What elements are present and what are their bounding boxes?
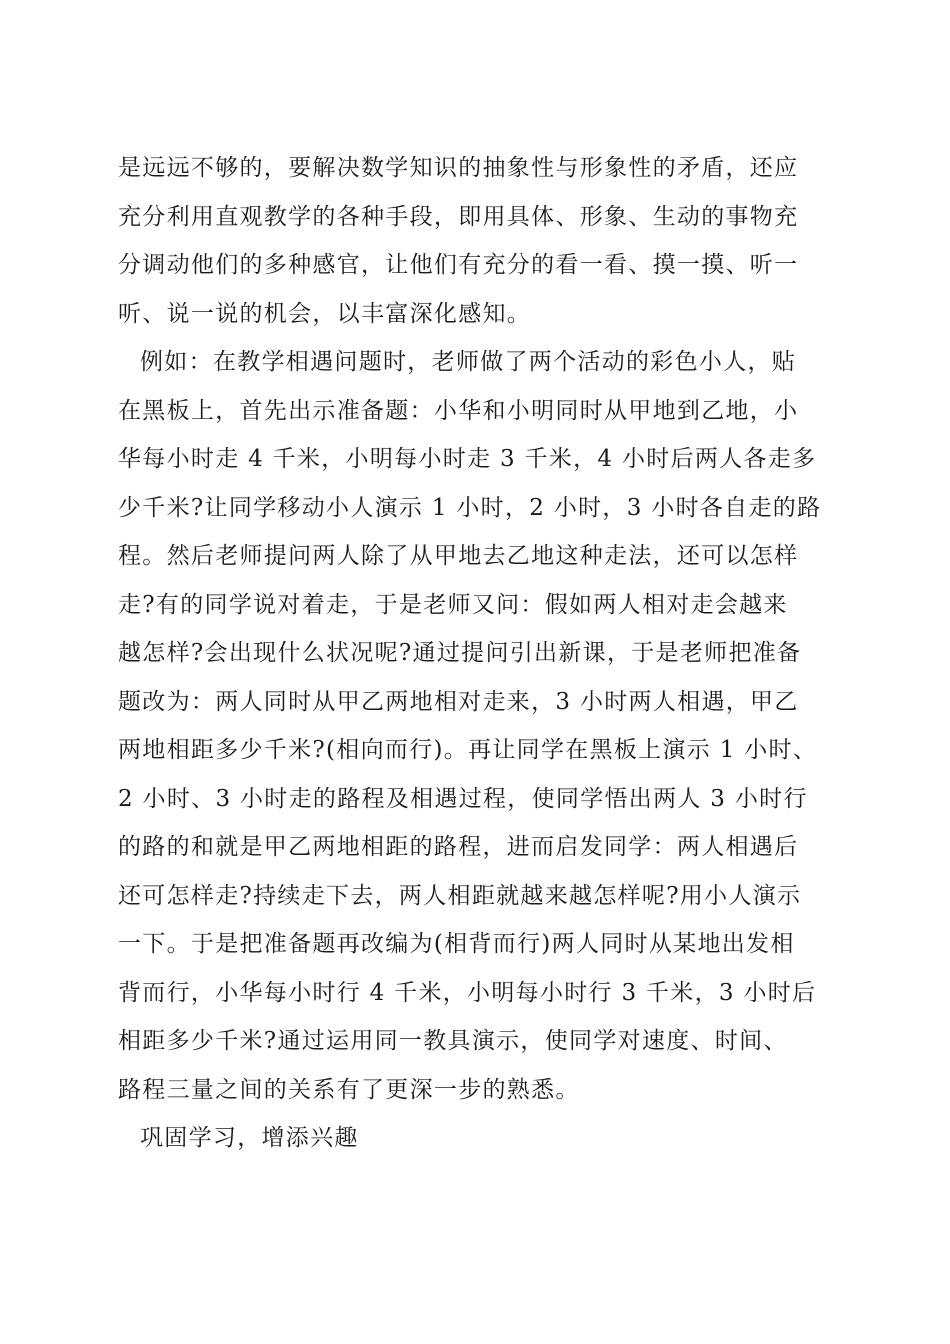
- paragraph-line: 背而行，小华每小时行 4 千米，小明每小时行 3 千米，3 小时后: [118, 979, 817, 1006]
- paragraph-line: 少千米?让同学移动小人演示 1 小时，2 小时，3 小时各自走的路: [118, 494, 822, 521]
- paragraph-line: 听、说一说的机会，以丰富深化感知。: [118, 300, 532, 327]
- paragraph-line: 程。然后老师提问两人除了从甲地去乙地这种走法，还可以怎样: [118, 543, 799, 569]
- paragraph-line: 的路的和就是甲乙两地相距的路程，进而启发同学：两人相遇后: [118, 834, 799, 860]
- paragraph-line: 一下。于是把准备题再改编为(相背而行)两人同时从某地出发相: [118, 931, 795, 957]
- paragraph-line: 相距多少千米?通过运用同一教具演示，使同学对速度、时间、: [118, 1028, 788, 1054]
- paragraph-line: 在黑板上，首先出示准备题：小华和小明同时从甲地到乙地，小: [118, 397, 799, 424]
- paragraph-line: 路程三量之间的关系有了更深一步的熟悉。: [118, 1076, 580, 1103]
- paragraph-line: 华每小时走 4 千米，小明每小时走 3 千米，4 小时后两人各走多: [118, 446, 817, 472]
- paragraph-2: [118, 338, 836, 1114]
- paragraph-line: 例如：在教学相遇问题时，老师做了两个活动的彩色小人，贴: [140, 349, 797, 375]
- paragraph-line: 分调动他们的多种感官，让他们有充分的看一看、摸一摸、听一: [118, 252, 799, 278]
- paragraph-line: 还可怎样走?持续走下去，两人相距就越来越怎样呢?用小人演示: [118, 882, 802, 909]
- paragraph-line: 2 小时、3 小时走的路程及相遇过程，使同学悟出两人 3 小时行: [118, 785, 808, 812]
- paragraph-line: 越怎样?会出现什么状况呢?通过提问引出新课，于是老师把准备: [118, 640, 802, 666]
- paragraph-1: [118, 144, 836, 338]
- paragraph-line: 两地相距多少千米?(相向而行)。再让同学在黑板上演示 1 小时、: [118, 737, 818, 763]
- section-heading: 巩固学习，增添兴趣: [140, 1125, 359, 1151]
- paragraph-line: 是远远不够的，要解决数学知识的抽象性与形象性的矛盾，还应: [118, 155, 799, 181]
- paragraph-line: 充分利用直观教学的各种手段，即用具体、形象、生动的事物充: [118, 203, 799, 230]
- document-body: [118, 144, 836, 1163]
- paragraph-line: 走?有的同学说对着走，于是老师又问：假如两人相对走会越来: [118, 591, 788, 618]
- paragraph-line: 题改为：两人同时从甲乙两地相对走来，3 小时两人相遇，甲乙: [118, 688, 799, 715]
- section-heading-block: [118, 1114, 836, 1163]
